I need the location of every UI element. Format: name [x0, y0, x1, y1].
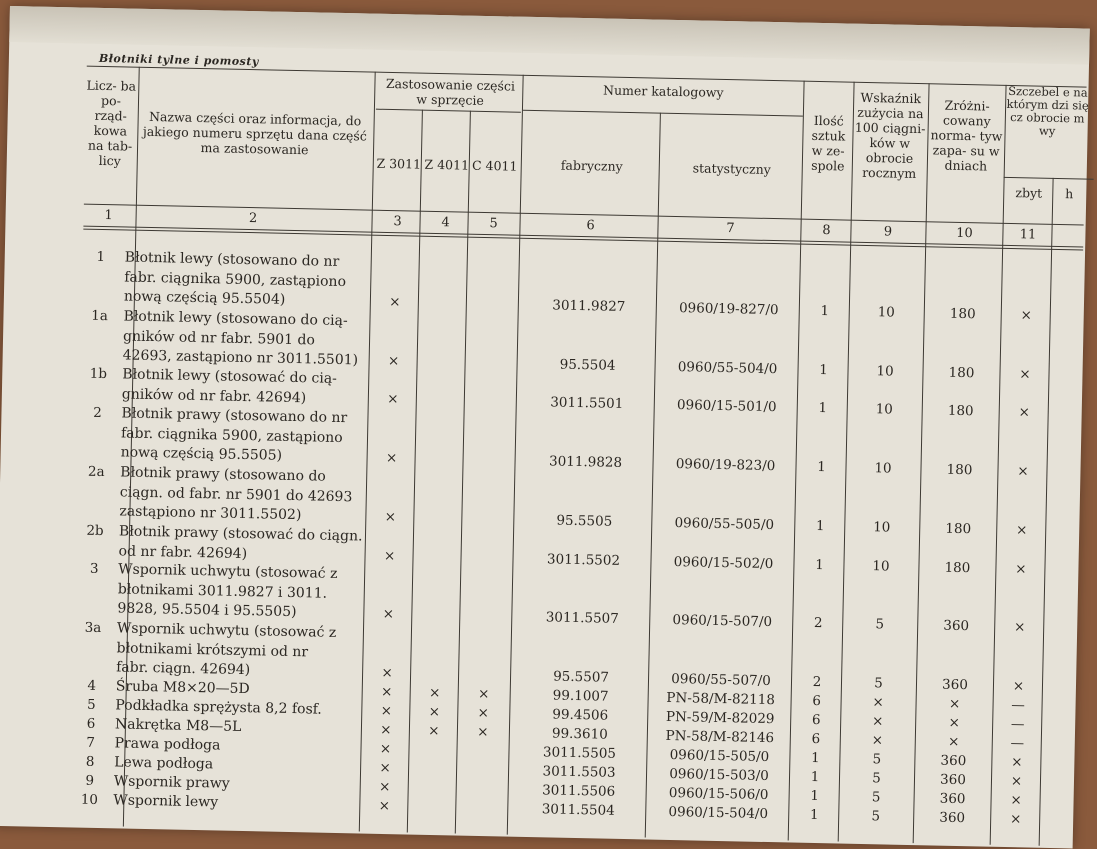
row-lp: 7: [86, 734, 96, 751]
row-z3011: ×: [380, 702, 393, 720]
row-fab: 3011.5507: [545, 609, 619, 627]
rule-level-sub: [1004, 177, 1094, 180]
row-norm: 180: [944, 559, 971, 577]
vline-11: [1039, 178, 1054, 846]
row-fab: 3011.5502: [546, 551, 621, 569]
row-norm: 180: [945, 520, 972, 538]
row-desc: Błotnik lewy (stosować do cią- gników od nr fabr. 42694): [121, 366, 338, 406]
col-num-11: 11: [1019, 227, 1037, 243]
row-qty: 1: [809, 806, 819, 824]
row-wsk: 10: [875, 401, 894, 418]
row-norm: 180: [946, 461, 973, 479]
row-fab: 95.5505: [556, 512, 613, 530]
row-z3011: ×: [389, 294, 401, 311]
header-statystyczny: statystyczny: [692, 160, 771, 177]
header-catalog-group: Numer katalogowy: [602, 82, 724, 100]
row-norm: 180: [947, 402, 974, 420]
row-z3011: ×: [378, 778, 391, 796]
row-c4011: ×: [477, 685, 490, 703]
row-fab: 99.3610: [551, 725, 608, 743]
row-wsk: ×: [872, 694, 884, 711]
row-zbyt: ×: [1020, 307, 1033, 324]
row-wsk: 5: [871, 808, 881, 825]
col-num-1: 1: [104, 208, 113, 224]
row-lp: 9: [85, 772, 95, 789]
row-qty: 1: [815, 517, 825, 535]
row-zbyt: ×: [1013, 619, 1026, 636]
row-wsk: 10: [877, 304, 896, 321]
row-zbyt: ×: [1017, 463, 1029, 480]
row-zbyt: ×: [1010, 773, 1023, 790]
row-zbyt: ×: [1015, 522, 1028, 539]
row-zbyt: ×: [1018, 404, 1031, 421]
row-qty: 1: [819, 362, 829, 379]
row-wsk: 5: [872, 770, 881, 787]
row-z3011: ×: [379, 740, 392, 758]
row-norm: 180: [949, 305, 976, 323]
row-qty: 6: [812, 692, 822, 710]
row-desc: Błotnik lewy (stosowano do cią- gników od nr fabr. 5901 do 42693, zastąpiono nr 3011.5501): [122, 308, 359, 369]
row-fab: 3011.9828: [548, 453, 623, 471]
row-wsk: ×: [871, 732, 884, 749]
row-z4011: ×: [428, 703, 441, 721]
header-normatyw: Zróżni- cowany norma- tyw zapa- su w dniach: [930, 97, 1003, 174]
row-z3011: ×: [385, 449, 398, 467]
header-equip-group: Zastosowanie części w sprzęcie: [385, 75, 516, 108]
row-lp: 1b: [89, 365, 108, 383]
row-z3011: ×: [383, 547, 396, 565]
row-lp: 5: [86, 696, 96, 713]
col-num-10: 10: [956, 225, 973, 242]
col-num-7: 7: [726, 221, 735, 237]
row-desc: Wspornik lewy: [113, 792, 219, 811]
row-zbyt: —: [1011, 697, 1025, 714]
row-desc: Prawa podłoga: [114, 735, 221, 754]
row-z3011: ×: [387, 390, 399, 408]
row-wsk: 10: [874, 460, 892, 477]
row-lp: 10: [80, 791, 99, 809]
row-z4011: ×: [428, 684, 441, 702]
header-level-group: Szczebel e na którym dzi się cz obrocie m wy: [1006, 83, 1089, 138]
col-num-5: 5: [489, 216, 498, 232]
row-lp: 2a: [87, 463, 105, 481]
row-desc: Błotnik lewy (stosowano do nr fabr. ciągnika 5900, zastąpiono nową częścią 95.5504): [123, 249, 347, 308]
row-norm: 360: [939, 790, 966, 808]
col-num-9: 9: [883, 224, 893, 240]
row-qty: 1: [820, 303, 830, 320]
header-h: h: [1065, 186, 1074, 202]
row-desc: Błotnik prawy (stosować do ciągn. od nr fabr. 42694): [118, 523, 363, 562]
row-stat: 0960/19-827/0: [678, 300, 779, 319]
row-lp: 1: [96, 248, 106, 266]
col-num-4: 4: [441, 215, 450, 231]
row-lp: 6: [86, 715, 96, 732]
row-stat: 0960/15-504/0: [668, 803, 769, 823]
row-norm: ×: [948, 695, 961, 713]
row-zbyt: ×: [1011, 754, 1023, 771]
row-fab: 95.5507: [552, 668, 610, 686]
row-wsk: 5: [871, 789, 881, 806]
row-desc: Śruba M8×20—5D: [115, 678, 250, 698]
row-norm: 360: [941, 676, 969, 694]
rule-equip-sub: [376, 109, 521, 113]
row-wsk: 5: [872, 751, 882, 768]
row-lp: 2: [93, 404, 102, 422]
row-z3011: ×: [379, 759, 391, 777]
row-z3011: ×: [387, 352, 400, 370]
row-fab: 99.1007: [552, 687, 609, 705]
row-qty: 6: [811, 730, 821, 748]
row-desc: Wspornik uchwytu (stosować z błotnikami krótszymi od nr fabr. ciągn. 42694): [116, 620, 337, 679]
row-fab: 3011.9827: [552, 297, 626, 315]
row-wsk: 10: [876, 363, 894, 380]
row-norm: 360: [939, 771, 967, 789]
row-stat: 0960/15-507/0: [672, 612, 773, 631]
row-stat: PN-59/M-82029: [665, 708, 775, 728]
row-desc: Podkładka sprężysta 8,2 fosf.: [115, 697, 323, 718]
row-qty: 2: [812, 673, 822, 691]
col-num-3: 3: [393, 214, 402, 230]
row-z3011: ×: [384, 508, 397, 526]
col-num-6: 6: [586, 218, 595, 234]
row-stat: 0960/19-823/0: [675, 456, 776, 475]
row-stat: 0960/15-503/0: [669, 765, 769, 785]
row-desc: Błotnik prawy (stosowano do ciągn. od fabr. nr 5901 do 42693 zastąpiono nr 3011.5502): [119, 464, 353, 524]
header-z3011: Z 3011: [376, 155, 422, 172]
row-norm: 360: [943, 617, 970, 635]
row-zbyt: ×: [1010, 792, 1022, 809]
row-qty: 1: [817, 459, 826, 476]
row-qty: 1: [815, 556, 824, 574]
row-stat: 0960/15-501/0: [676, 397, 777, 416]
row-zbyt: ×: [1009, 811, 1022, 828]
row-z4011: ×: [428, 722, 440, 740]
row-lp: 3: [89, 560, 99, 577]
row-qty: 1: [810, 749, 820, 767]
row-fab: 3011.5503: [542, 763, 616, 781]
row-qty: 1: [810, 768, 820, 786]
header-name: Nazwa części oraz informacja, do jakiego numeru sprzętu dana część ma zastosowanie: [142, 108, 367, 158]
row-z3011: ×: [381, 664, 393, 682]
row-desc: Lewa podłoga: [114, 754, 214, 773]
row-stat: 0960/15-506/0: [668, 784, 769, 804]
row-z3011: ×: [380, 683, 393, 701]
rule-catalog-sub: [523, 110, 803, 117]
header-fabryczny: fabryczny: [560, 157, 623, 174]
row-qty: 6: [811, 711, 821, 729]
row-lp: 2b: [86, 522, 104, 540]
row-norm: 180: [948, 364, 975, 382]
row-wsk: ×: [871, 713, 884, 730]
row-stat: 0960/55-507/0: [671, 670, 771, 690]
row-lp: 8: [85, 753, 95, 770]
row-wsk: 5: [874, 675, 883, 692]
header-z4011: Z 4011: [424, 156, 470, 173]
row-norm: 360: [940, 752, 967, 770]
row-fab: 99.4506: [552, 706, 609, 724]
row-stat: PN-58/M-82118: [666, 689, 776, 709]
col-num-8: 8: [822, 223, 831, 239]
row-z3011: ×: [378, 797, 391, 815]
row-fab: 3011.5504: [541, 801, 615, 819]
row-zbyt: ×: [1019, 366, 1031, 383]
row-wsk: 5: [875, 616, 885, 633]
row-zbyt: ×: [1015, 561, 1027, 578]
row-qty: 1: [810, 787, 820, 805]
header-c4011: C 4011: [471, 157, 518, 174]
row-fab: 95.5504: [559, 356, 616, 374]
row-norm: ×: [948, 714, 961, 732]
row-wsk: 10: [872, 558, 890, 575]
row-z3011: ×: [380, 721, 392, 739]
row-zbyt: —: [1010, 735, 1025, 752]
row-z3011: ×: [382, 605, 395, 623]
row-wsk: 10: [873, 519, 891, 536]
row-desc: Nakrętka M8—5L: [114, 716, 242, 736]
row-stat: 0960/15-505/0: [669, 746, 770, 766]
row-desc: Wspornik prawy: [113, 773, 230, 792]
row-zbyt: ×: [1012, 678, 1025, 695]
row-fab: 3011.5506: [542, 782, 616, 800]
row-desc: Wspornik uchwytu (stosować z błotnikami 3011.9827 i 3011. 9828, 95.5504 i 95.5505): [117, 561, 338, 621]
row-fab: 3011.5505: [542, 744, 617, 762]
row-desc: Błotnik prawy (stosowano do nr fabr. ciągnika 5900, zastąpiono nową częścią 95.5505): [120, 405, 348, 464]
row-norm: 360: [939, 809, 966, 827]
row-lp: 4: [87, 677, 97, 694]
row-stat: 0960/15-502/0: [673, 554, 774, 573]
row-c4011: ×: [477, 723, 489, 741]
row-zbyt: —: [1010, 716, 1025, 733]
row-norm: ×: [947, 733, 960, 751]
header-zbyt: zbyt: [1015, 185, 1043, 201]
row-lp: 1a: [91, 307, 109, 325]
catalog-page: [0, 6, 1090, 848]
header-wskaznik: Wskaźnik zużycia na 100 ciągni- ków w obrocie rocznym: [854, 89, 926, 182]
row-stat: PN-58/M-82146: [665, 727, 775, 747]
section-title: Błotniki tylne i pomosty: [98, 51, 259, 69]
header-qty: Ilość sztuk w ze- spole: [811, 112, 846, 174]
col-num-2: 2: [248, 211, 258, 227]
row-lp: 3a: [84, 619, 102, 637]
row-fab: 3011.5501: [550, 394, 624, 412]
row-qty: 1: [818, 400, 828, 417]
row-qty: 2: [813, 614, 823, 632]
row-stat: 0960/55-504/0: [677, 359, 778, 378]
header-lp: Licz- ba po- rząd- kowa na tab- licy: [86, 77, 137, 169]
row-stat: 0960/55-505/0: [674, 515, 775, 534]
row-c4011: ×: [477, 704, 490, 722]
